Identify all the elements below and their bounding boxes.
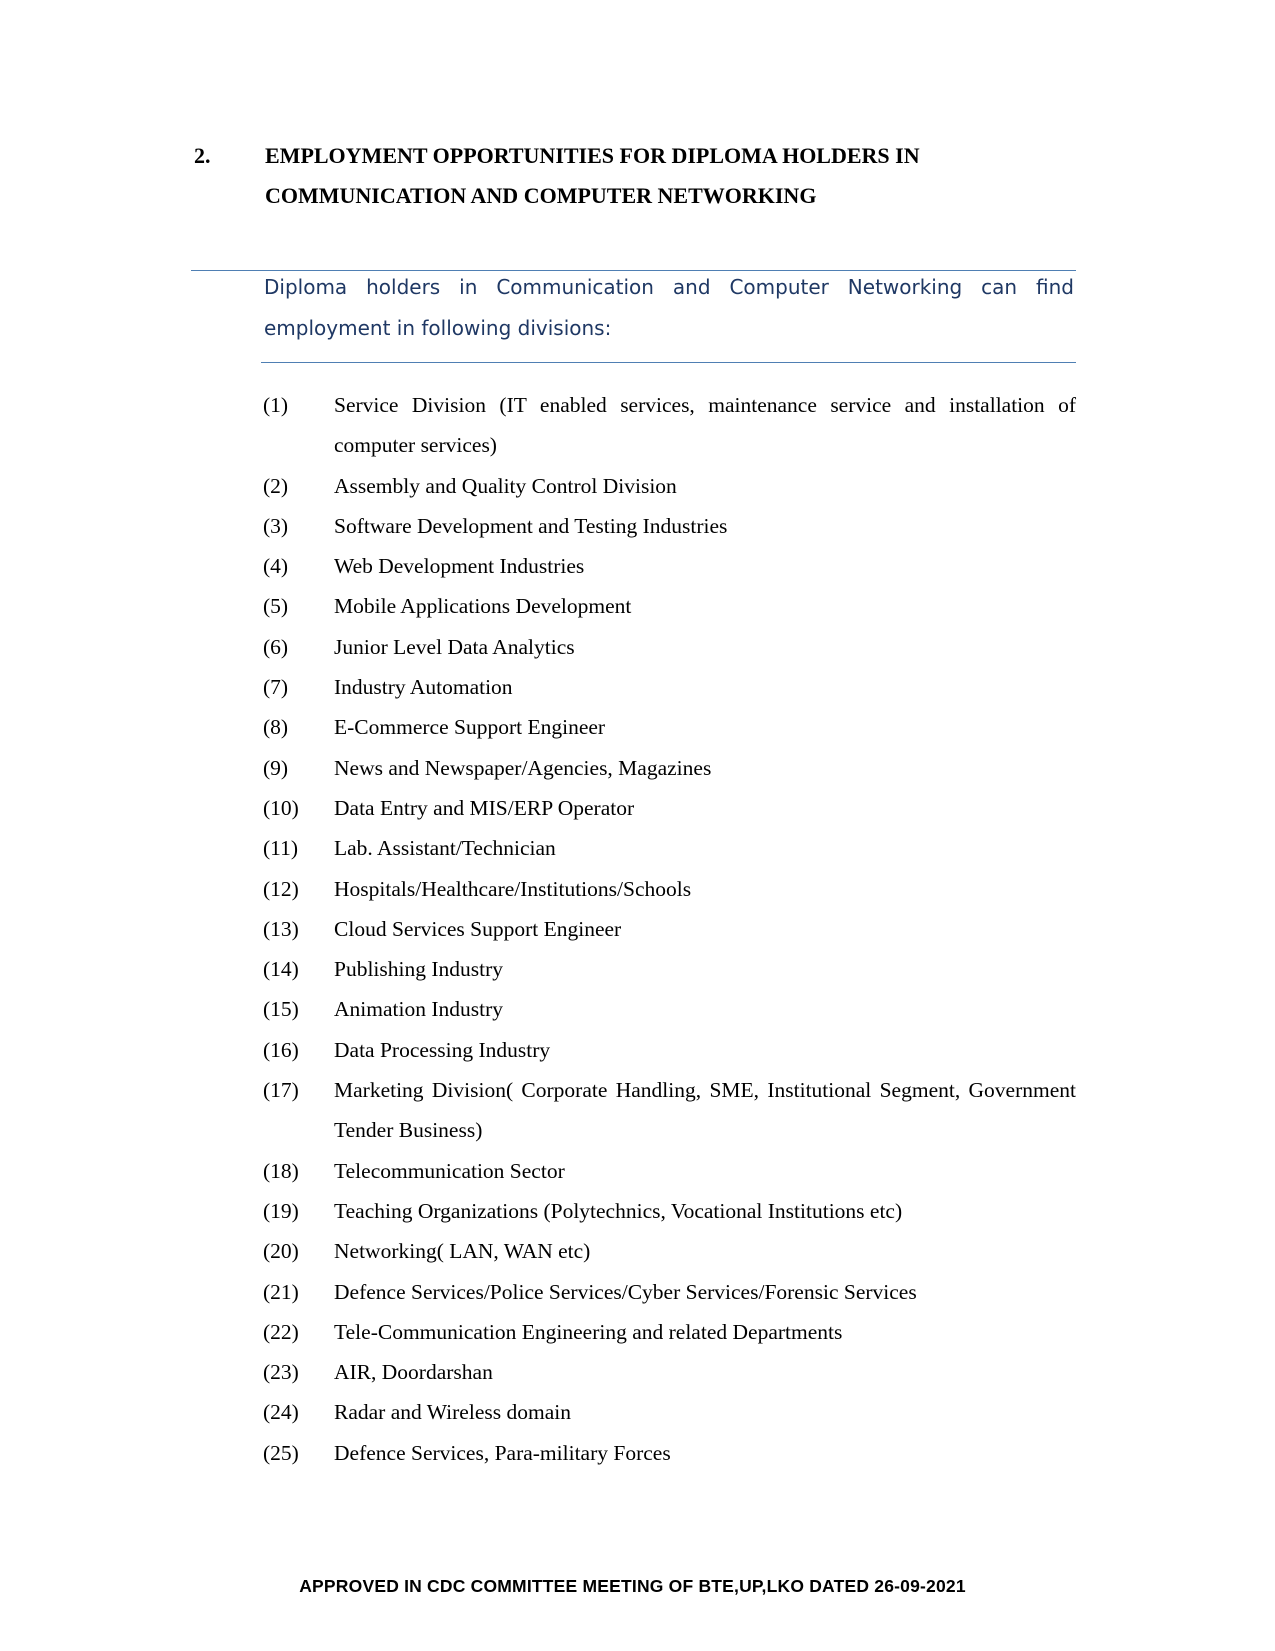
list-item-text: Assembly and Quality Control Division [334,473,677,498]
intro-paragraph: Diploma holders in Communication and Computer Networking can find employment in following divisions: [264,275,1074,340]
list-item-text: Animation Industry [334,997,503,1022]
list-item [263,1231,1076,1271]
list-item-text: Junior Level Data Analytics [334,634,575,659]
list-item [263,1070,1076,1151]
list-item-text: E-Commerce Support Engineer [334,715,606,740]
approval-footer: APPROVED IN CDC COMMITTEE MEETING OF BTE,UP,LKO DATED 26-09-2021 [299,1576,966,1596]
list-item [263,667,1076,707]
list-item-number: (10) [263,795,299,820]
list-item-number: (5) [263,594,289,619]
list-item-text: Lab. Assistant/Technician [334,836,556,861]
list-item [263,1312,1076,1352]
list-item [263,586,1076,626]
list-item-text: Data Entry and MIS/ERP Operator [334,795,635,820]
list-item-number: (2) [263,473,289,498]
list-item [263,546,1076,586]
list-item-text: Defence Services/Police Services/Cyber Services/Forensic Services [334,1279,917,1304]
list-item-text: Teaching Organizations (Polytechnics, Vocational Institutions etc) [334,1198,903,1223]
list-item-number: (25) [263,1440,299,1465]
section-title: EMPLOYMENT OPPORTUNITIES FOR DIPLOMA HOLDERS IN COMMUNICATION AND COMPUTER NETWORKING [265,143,920,208]
list-item [263,506,1076,546]
list-item [263,1433,1076,1473]
list-item [263,627,1076,667]
list-item-text: Hospitals/Healthcare/Institutions/Schools [334,876,692,901]
list-item-number: (14) [263,957,299,982]
list-item-number: (22) [263,1319,299,1344]
list-item-text: News and Newspaper/Agencies, Magazines [334,755,712,780]
list-item-number: (1) [263,393,289,417]
list-item [263,869,1076,909]
list-item [263,1030,1076,1070]
list-item-number: (8) [263,715,289,740]
list-item-number: (21) [263,1279,299,1304]
list-item [263,385,1076,466]
list-item-text: Defence Services, Para-military Forces [334,1440,671,1465]
list-item-number: (24) [263,1400,299,1425]
list-item-number: (19) [263,1198,299,1223]
list-item [263,748,1076,788]
list-item-number: (20) [263,1239,299,1264]
list-item-text: Networking( LAN, WAN etc) [334,1239,591,1264]
list-item [263,1151,1076,1191]
list-item-number: (13) [263,916,299,941]
list-item-text: Radar and Wireless domain [334,1400,571,1425]
list-item-number: (11) [263,836,299,861]
list-item-text: Data Processing Industry [334,1037,551,1062]
list-item [263,1392,1076,1432]
list-item-number: (12) [263,876,299,901]
list-item [263,707,1076,747]
list-item-number: (7) [263,675,289,700]
list-item [263,1352,1076,1392]
list-item-text: Mobile Applications Development [334,594,632,619]
list-item-text: AIR, Doordarshan [334,1360,493,1385]
list-item-text: Industry Automation [334,675,513,700]
list-item [263,1272,1076,1312]
list-item [263,1191,1076,1231]
list-item [263,466,1076,506]
list-item-text: Web Development Industries [334,554,585,579]
list-item-number: (3) [263,513,289,538]
list-item-text: Cloud Services Support Engineer [334,916,622,941]
list-item-number: (17) [263,1078,299,1103]
list-item-number: (6) [263,634,289,659]
list-item-text: Tele-Communication Engineering and related Departments [334,1319,843,1344]
list-item-text: Software Development and Testing Industries [334,513,728,538]
section-number: 2. [194,143,211,168]
list-item-text: Publishing Industry [334,957,504,982]
list-item [263,949,1076,989]
list-item-number: (18) [263,1158,299,1183]
intro-bottom-rule [261,362,1076,363]
list-item-number: (23) [263,1360,299,1385]
list-item [263,788,1076,828]
list-item [263,828,1076,868]
list-item-text: Telecommunication Sector [334,1158,565,1183]
list-item-text: Marketing Division( Corporate Handling, SME, Institutional Segment, Government Tender Business) [334,1078,1076,1143]
divisions-list [263,385,1076,1473]
list-item-number: (16) [263,1037,299,1062]
list-item [263,909,1076,949]
list-item [263,989,1076,1029]
list-item-text: Service Division (IT enabled services, maintenance service and installation of computer services) [334,393,1076,458]
list-item-number: (15) [263,997,299,1022]
list-item-number: (9) [263,755,289,780]
list-item-number: (4) [263,554,289,579]
